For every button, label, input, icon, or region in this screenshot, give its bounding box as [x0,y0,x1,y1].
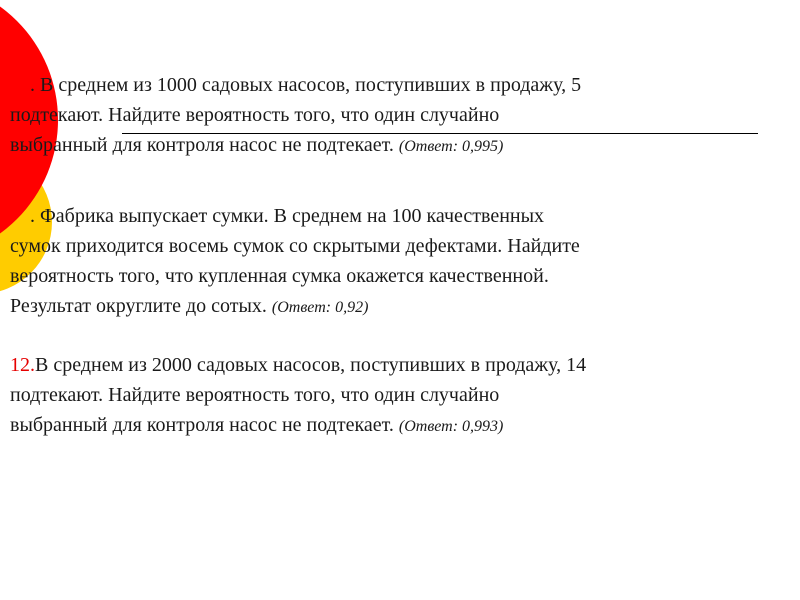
problem-1-number: . [30,74,40,96]
problem-2-line-1: . Фабрика выпускает сумки. В среднем на 100 качественных [30,205,545,227]
problem-2-line-4: Результат округлите до сотых. (Ответ: 0,92) [10,295,369,317]
problem-3-line-1: 12.В среднем из 2000 садовых насосов, поступивших в продажу, 14 [10,354,587,376]
problem-2 [10,201,580,323]
problem-1 [10,70,581,162]
problem-1-line-1: . В среднем из 1000 садовых насосов, поступивших в продажу, 5 [30,74,582,96]
problem-3-answer: (Ответ: 0,993) [398,418,504,435]
problem-3 [10,350,586,442]
problem-2-answer: (Ответ: 0,92) [271,299,369,316]
problem-2-number: . [30,205,40,227]
problem-2-line-3: вероятность того, что купленная сумка окажется качественной. [10,265,549,287]
problem-1-answer: (Ответ: 0,995) [398,138,504,155]
problem-3-number: 12. [10,354,35,376]
problem-3-line-3: выбранный для контроля насос не подтекает. (Ответ: 0,993) [10,414,504,436]
problem-1-line-2: подтекают. Найдите вероятность того, что один случайно [10,104,500,126]
problem-2-line-2: сумок приходится восемь сумок со скрытыми дефектами. Найдите [10,235,580,257]
problem-1-line-3: выбранный для контроля насос не подтекает. (Ответ: 0,995) [10,134,504,156]
problem-3-line-2: подтекают. Найдите вероятность того, что один случайно [10,384,500,406]
